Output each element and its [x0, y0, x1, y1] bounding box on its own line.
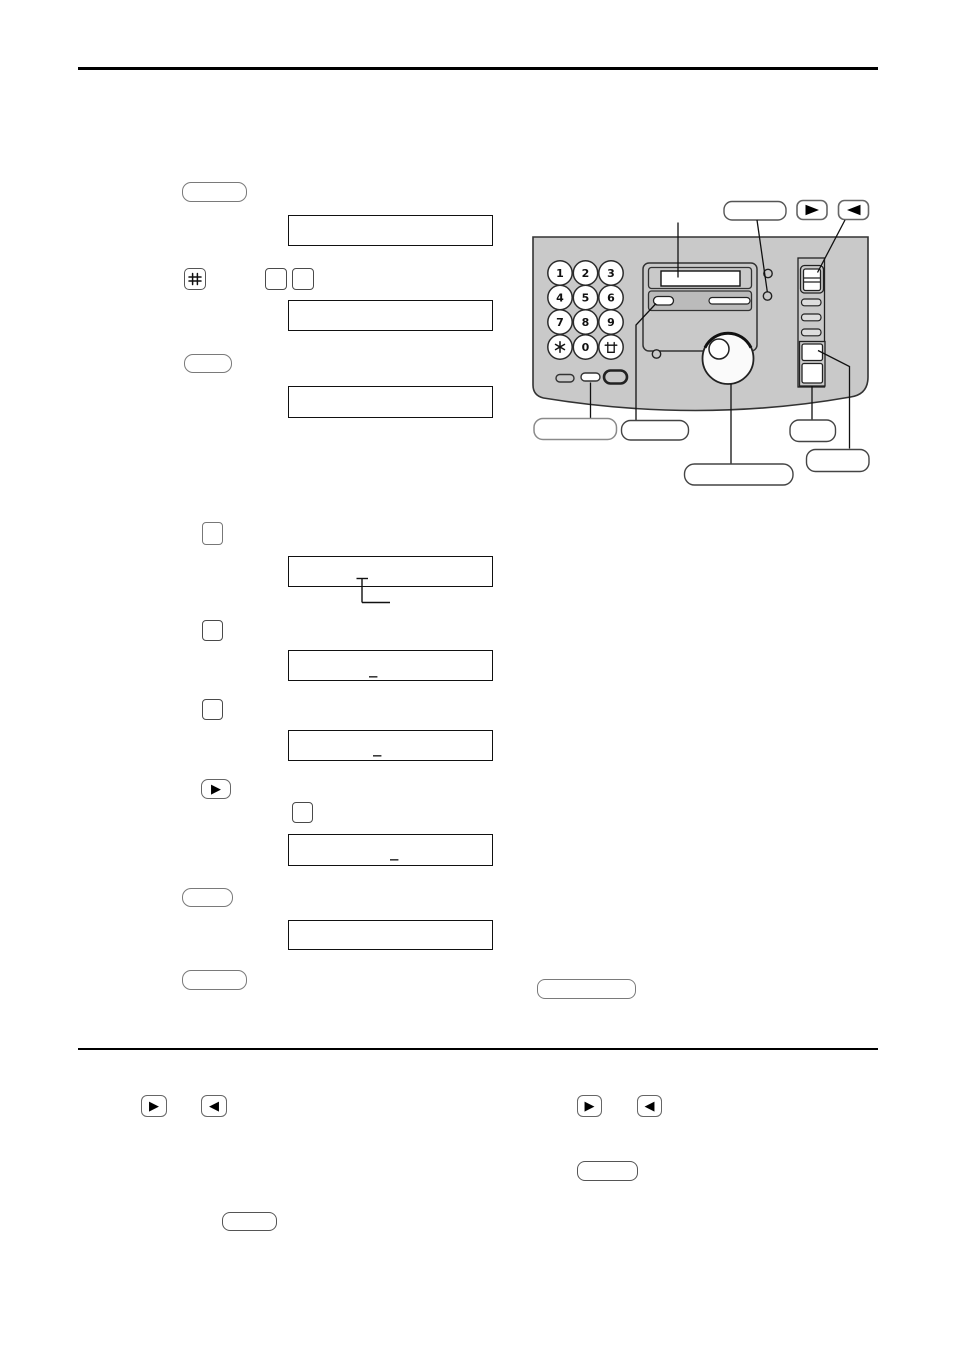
callout-box-3 [790, 420, 836, 442]
panel-pill-button-1 [556, 375, 574, 383]
left-arrow-icon: ◀ [644, 1098, 655, 1114]
led-indicator-2 [763, 292, 771, 300]
right-control-strip [798, 258, 825, 387]
display-box-1 [288, 215, 493, 246]
blank-key-2 [292, 268, 314, 290]
cursor-underscore: _ [373, 741, 382, 757]
fax-panel-diagram [515, 190, 954, 500]
display-box-8 [288, 920, 493, 950]
display-box-6 [288, 730, 493, 761]
cursor-callout-mark [350, 573, 395, 608]
note-button [537, 979, 636, 999]
callout-box-top [724, 202, 786, 221]
led-indicator-3 [652, 350, 660, 358]
key-1-label: 1 [556, 267, 564, 281]
blank-key-3 [202, 522, 223, 545]
dial-inner-knob [709, 339, 729, 359]
callout-box-1 [534, 419, 617, 440]
section-divider-rule [78, 1048, 878, 1050]
round-dial [703, 333, 754, 384]
key-6-label: 6 [607, 291, 615, 305]
bottom-left-button [222, 1212, 277, 1231]
hash-icon [188, 272, 202, 286]
bottom-right-left-arrow-button [637, 1095, 662, 1117]
left-arrow-icon: ◀ [209, 1098, 219, 1114]
strip-slot-1 [802, 299, 822, 306]
panel-oval-button [604, 371, 627, 384]
right-arrow-icon: ▶ [584, 1098, 595, 1114]
hash-button [184, 268, 206, 290]
key-9-label: 9 [607, 316, 615, 330]
step-button-3 [182, 888, 233, 907]
panel-white-button [581, 373, 600, 381]
step-button-4 [182, 970, 247, 990]
slide-switch-bottom [800, 342, 826, 387]
blank-key-5 [202, 699, 223, 720]
bottom-right-right-arrow-button [577, 1095, 602, 1117]
right-arrow-button [201, 779, 231, 799]
cursor-underscore: _ [369, 662, 378, 678]
key-8-label: 8 [581, 316, 590, 330]
right-arrow-icon: ▶ [211, 781, 221, 797]
sub-panel-small-button [654, 297, 674, 306]
key-0-label: 0 [581, 341, 590, 355]
blank-key-1 [265, 268, 287, 290]
display-box-2 [288, 300, 493, 331]
lcd-display [661, 271, 740, 286]
bottom-right-button [577, 1161, 638, 1181]
callout-box-4 [807, 450, 870, 472]
rocker-switch-top [801, 266, 824, 294]
key-4-label: 4 [556, 291, 564, 305]
key-7-label: 7 [556, 316, 564, 330]
step-button-1 [182, 182, 247, 202]
top-rule [78, 67, 878, 70]
blank-key-4 [202, 620, 223, 641]
key-hash [599, 335, 623, 359]
key-5-label: 5 [581, 291, 590, 305]
strip-slot-3 [802, 329, 822, 336]
key-3-label: 3 [607, 267, 615, 281]
step-button-2 [184, 354, 232, 373]
right-arrow-icon: ▶ [149, 1098, 159, 1114]
sub-panel-slot [709, 298, 750, 305]
nav-left-button [839, 201, 869, 220]
bottom-left-right-arrow-button [141, 1095, 167, 1117]
key-2-label: 2 [581, 267, 590, 281]
callout-box-2 [622, 421, 689, 441]
strip-slot-2 [802, 314, 822, 321]
display-box-3 [288, 386, 493, 418]
display-box-7 [288, 834, 493, 866]
nav-right-button [797, 201, 827, 220]
bottom-left-left-arrow-button [201, 1095, 227, 1117]
cursor-underscore: _ [390, 845, 399, 861]
display-box-5 [288, 650, 493, 681]
callout-box-5 [685, 464, 794, 485]
blank-key-6 [292, 802, 313, 823]
